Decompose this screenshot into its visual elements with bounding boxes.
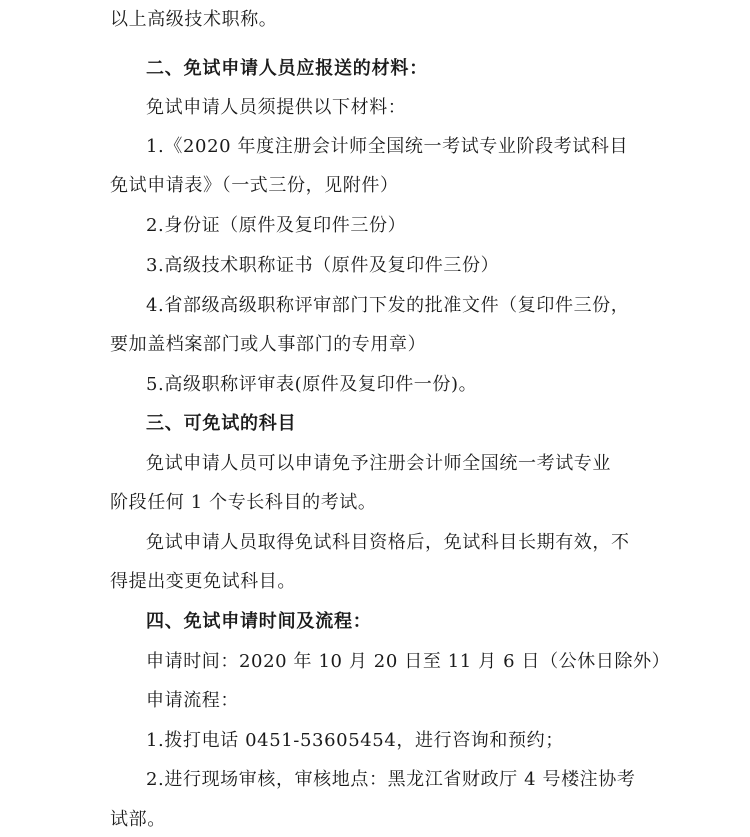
section-heading-subjects: 三、可免试的科目 (146, 413, 297, 434)
paragraph-line-continued: 阶段任何 1 个专长科目的考试。 (110, 492, 377, 513)
application-process-label: 申请流程： (146, 690, 239, 711)
list-item-4-continued: 要加盖档案部门或人事部门的专用章） (110, 334, 427, 355)
application-time: 申请时间：2020 年 10 月 20 日至 11 月 6 日（公休日除外） (146, 651, 671, 672)
list-item-5: 5.高级职称评审表(原件及复印件一份)。 (146, 374, 478, 395)
process-step-1: 1.拨打电话 0451-53605454，进行咨询和预约； (146, 730, 564, 751)
list-item-1: 1.《2020 年度注册会计师全国统一考试专业阶段考试科目 (146, 136, 629, 157)
section-heading-materials: 二、免试申请人员应报送的材料： (146, 58, 428, 79)
list-item-2: 2.身份证（原件及复印件三份） (146, 215, 407, 236)
process-step-2: 2.进行现场审核，审核地点：黑龙江省财政厅 4 号楼注协考 (146, 769, 636, 790)
paragraph-line: 以上高级技术职称。 (110, 9, 278, 30)
paragraph-line: 免试申请人员取得免试科目资格后，免试科目长期有效，不 (146, 532, 630, 553)
list-item-3: 3.高级技术职称证书（原件及复印件三份） (146, 255, 500, 276)
process-step-2-continued: 试部。 (110, 809, 166, 830)
paragraph-line-continued: 得提出变更免试科目。 (110, 571, 296, 592)
list-item-1-continued: 免试申请表》（一式三份，见附件） (110, 175, 399, 196)
list-item-4: 4.省部级高级职称评审部门下发的批准文件（复印件三份， (146, 295, 630, 316)
section-heading-time-process: 四、免试申请时间及流程： (146, 611, 372, 632)
paragraph-line: 免试申请人员须提供以下材料： (146, 97, 407, 118)
paragraph-line: 免试申请人员可以申请免予注册会计师全国统一考试专业 (146, 453, 611, 474)
